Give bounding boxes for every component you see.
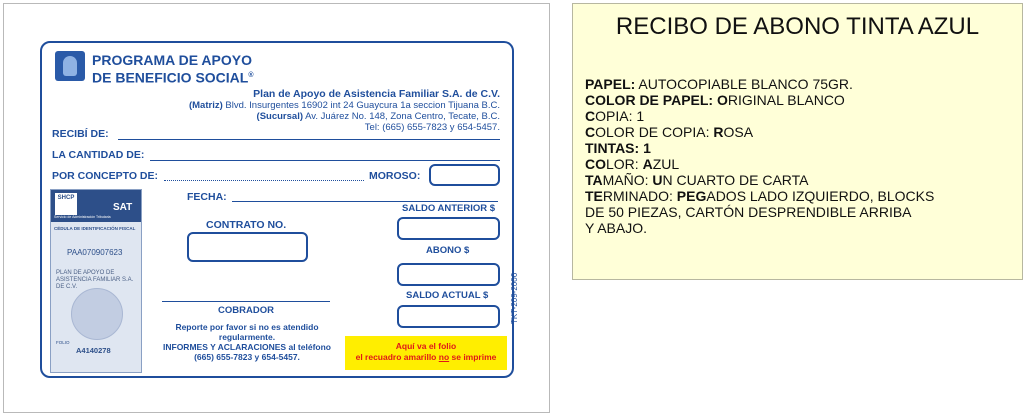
saldo-anterior-box[interactable] — [397, 217, 500, 240]
spec-line: PAPEL: AUTOCOPIABLE BLANCO 75GR. — [585, 76, 853, 92]
moroso-box[interactable] — [429, 164, 500, 186]
por-concepto-label: POR CONCEPTO DE: — [52, 170, 158, 182]
program-title: PROGRAMA DE APOYO DE BENEFICIO SOCIAL® — [92, 52, 254, 86]
recibi-de-label: RECIBÍ DE: — [52, 128, 109, 140]
sat-logo: SAT — [113, 202, 133, 213]
abono-label: ABONO $ — [426, 245, 470, 256]
spec-line: Y ABAJO. — [585, 220, 647, 236]
recibi-de-line[interactable] — [118, 139, 500, 140]
moroso-label: MOROSO: — [369, 170, 421, 182]
spec-line: TERMINADO: PEGADOS LADO IZQUIERDO, BLOCKS — [585, 188, 935, 204]
company-info — [189, 89, 500, 133]
matriz-line: (Matriz) Blvd. Insurgentes 16902 int 24 Guaycura 1a seccion Tijuana B.C. — [188, 100, 500, 111]
la-cantidad-line[interactable] — [150, 160, 500, 161]
spec-title: RECIBO DE ABONO TINTA AZUL — [615, 13, 980, 40]
la-cantidad-label: LA CANTIDAD DE: — [52, 149, 145, 161]
fecha-line[interactable] — [232, 201, 498, 202]
receipt-form — [40, 41, 514, 378]
abono-box[interactable] — [397, 263, 500, 286]
shcp-logo: SHCP — [55, 193, 77, 215]
saldo-actual-box[interactable] — [397, 305, 500, 328]
saldo-actual-label: SALDO ACTUAL $ — [406, 290, 489, 301]
folio-placeholder: Aquí va el folio el recuadro amarillo no se imprime — [345, 336, 507, 370]
saldo-anterior-label: SALDO ANTERIOR $ — [402, 203, 496, 214]
company-phone: Tel: (665) 655-7823 y 654-5457. — [364, 122, 500, 133]
company-name: Plan de Apoyo de Asistencia Familiar S.A. de C.V. — [253, 88, 500, 100]
spec-line: COLOR DE COPIA: ROSA — [585, 124, 754, 140]
cedula-fiscal-image: SHCP SAT Servicio de Administración Tributaria CÉDULA DE IDENTIFICACIÓN FISCAL PAA070907623 PLAN DE APOYO DE ASISTENCIA FAMILIAR S.A. DE C.V. FOLIO A4140278 — [50, 189, 142, 373]
program-logo-icon — [55, 51, 85, 81]
spec-line: COLOR: AZUL — [585, 156, 680, 172]
cobrador-label: COBRADOR — [218, 305, 274, 316]
spec-line: COPIA: 1 — [585, 108, 645, 124]
side-code: TKT-209-2006 — [510, 272, 519, 324]
contrato-label: CONTRATO NO. — [206, 219, 287, 231]
sucursal-line: (Sucursal) Av. Juárez No. 148, Zona Centro, Tecate, B.C. — [256, 111, 500, 122]
contact-notice: Reporte por favor si no es atendido regularmente. INFORMES Y ACLARACIONES al teléfono (665) 655-7823 y 654-5457. — [163, 322, 331, 362]
spec-panel — [572, 3, 1023, 280]
seal-icon — [71, 288, 123, 340]
cedula-folio: A4140278 — [76, 346, 111, 355]
receipt-sheet — [3, 3, 550, 413]
fecha-label: FECHA: — [187, 191, 227, 203]
spec-line: DE 50 PIEZAS, CARTÓN DESPRENDIBLE ARRIBA — [585, 204, 912, 220]
cedula-rfc: PAA070907623 — [67, 248, 123, 257]
spec-line: TAMAÑO: UN CUARTO DE CARTA — [585, 172, 809, 188]
contrato-box[interactable] — [187, 232, 308, 262]
cobrador-line[interactable] — [162, 301, 330, 302]
spec-line: COLOR DE PAPEL: ORIGINAL BLANCO — [585, 92, 845, 108]
spec-lines — [585, 76, 934, 236]
por-concepto-line[interactable] — [164, 180, 364, 181]
spec-line: TINTAS: 1 — [585, 140, 651, 156]
